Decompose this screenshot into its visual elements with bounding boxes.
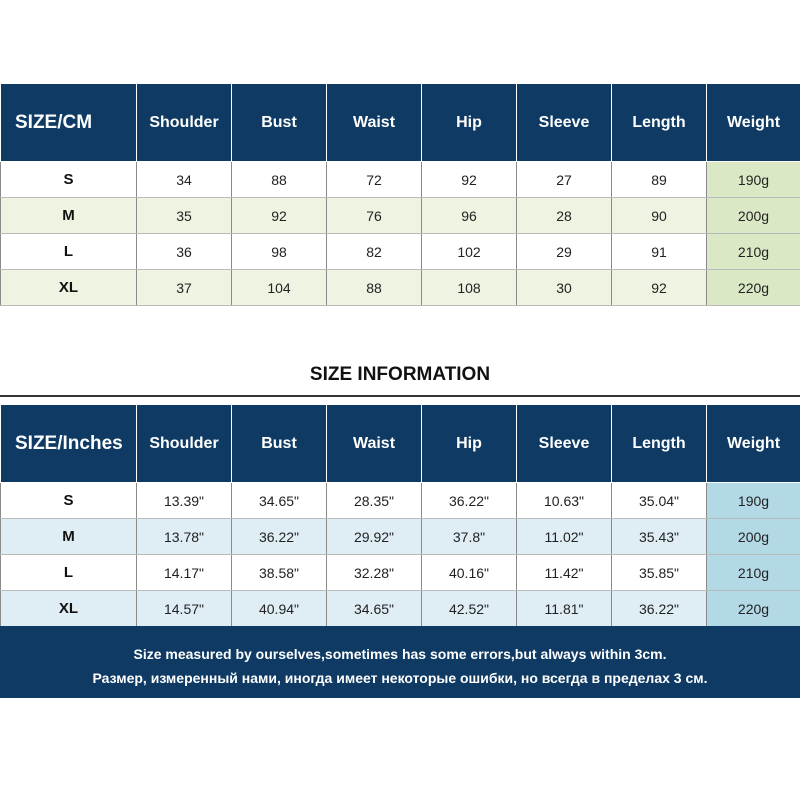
table-cell: 90 [612,198,707,234]
size-label: L [1,555,137,591]
table-cell: 11.81" [517,591,612,627]
table-cell: 10.63" [517,483,612,519]
table-cell: 28 [517,198,612,234]
table-cell: 92 [612,270,707,306]
table-cell: 96 [422,198,517,234]
table-cell: 98 [232,234,327,270]
table-cell: 36.22" [422,483,517,519]
column-header-sleeve: Sleeve [517,84,612,162]
table-cell: 14.17" [137,555,232,591]
table-row [1,519,800,555]
table-cell: 88 [232,162,327,198]
weight-cell: 200g [707,519,800,555]
title-divider [0,395,800,397]
table-cell: 72 [327,162,422,198]
column-header-sleeve: Sleeve [517,405,612,483]
column-header-bust: Bust [232,84,327,162]
table-header-row [1,405,800,483]
size-label: S [1,483,137,519]
table-cell: 89 [612,162,707,198]
column-header-shoulder: Shoulder [137,405,232,483]
column-header-waist: Waist [327,84,422,162]
table-cell: 14.57" [137,591,232,627]
column-header-hip: Hip [422,405,517,483]
table-cell: 13.78" [137,519,232,555]
table-row [1,270,800,306]
table-cell: 76 [327,198,422,234]
table-cell: 88 [327,270,422,306]
table-cell: 35.43" [612,519,707,555]
weight-cell: 220g [707,270,800,306]
column-header-length: Length [612,84,707,162]
size-table-inches [0,404,800,627]
size-label: M [1,198,137,234]
table-cell: 36 [137,234,232,270]
column-header-length: Length [612,405,707,483]
inches-corner-header: SIZE/Inches [1,405,137,483]
table-cell: 36.22" [232,519,327,555]
weight-cell: 210g [707,234,800,270]
table-cell: 82 [327,234,422,270]
table-cell: 11.02" [517,519,612,555]
size-label: S [1,162,137,198]
note-russian: Размер, измеренный нами, иногда имеет некоторые ошибки, но всегда в пределах 3 см. [92,670,708,686]
table-cell: 38.58" [232,555,327,591]
table-cell: 34.65" [232,483,327,519]
table-cell: 29.92" [327,519,422,555]
table-row [1,198,800,234]
table-cell: 30 [517,270,612,306]
table-cell: 42.52" [422,591,517,627]
table-cell: 37.8" [422,519,517,555]
weight-cell: 190g [707,483,800,519]
table-cell: 36.22" [612,591,707,627]
table-header-row [1,84,800,162]
table-cell: 102 [422,234,517,270]
table-cell: 13.39" [137,483,232,519]
weight-cell: 200g [707,198,800,234]
table-row [1,234,800,270]
table-cell: 32.28" [327,555,422,591]
table-cell: 11.42" [517,555,612,591]
table-cell: 92 [232,198,327,234]
size-label: XL [1,270,137,306]
size-label: L [1,234,137,270]
section-title: SIZE INFORMATION [309,364,491,385]
table-row [1,591,800,627]
table-cell: 35 [137,198,232,234]
table-cell: 34 [137,162,232,198]
table-cell: 37 [137,270,232,306]
table-cell: 34.65" [327,591,422,627]
weight-cell: 190g [707,162,800,198]
table-cell: 35.85" [612,555,707,591]
size-label: XL [1,591,137,627]
table-row [1,162,800,198]
table-cell: 29 [517,234,612,270]
size-table-cm [0,83,800,306]
weight-cell: 220g [707,591,800,627]
weight-cell: 210g [707,555,800,591]
table-cell: 108 [422,270,517,306]
table-cell: 91 [612,234,707,270]
table-cell: 40.94" [232,591,327,627]
measurement-note-banner [0,626,800,698]
table-row [1,483,800,519]
cm-corner-header: SIZE/CM [1,84,137,162]
column-header-bust: Bust [232,405,327,483]
table-row [1,555,800,591]
size-label: M [1,519,137,555]
column-header-weight: Weight [707,84,800,162]
column-header-hip: Hip [422,84,517,162]
table-cell: 104 [232,270,327,306]
table-cell: 92 [422,162,517,198]
table-cell: 27 [517,162,612,198]
table-cell: 40.16" [422,555,517,591]
column-header-waist: Waist [327,405,422,483]
table-cell: 28.35" [327,483,422,519]
table-cell: 35.04" [612,483,707,519]
note-english: Size measured by ourselves,sometimes has some errors,but always within 3cm. [133,646,667,662]
column-header-weight: Weight [707,405,800,483]
column-header-shoulder: Shoulder [137,84,232,162]
